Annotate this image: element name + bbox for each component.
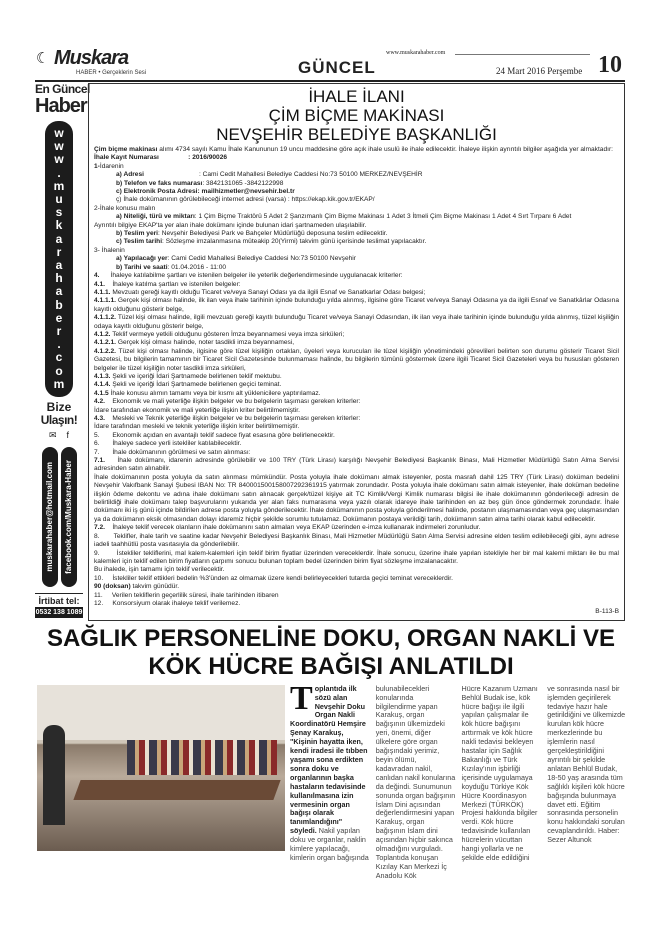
- paragraph-text: 3- İhalenin: [94, 246, 125, 254]
- notice-institution: NEVŞEHİR BELEDİYE BAŞKANLIĞI: [216, 125, 497, 144]
- article-column-4: ve sonrasında nasıl bir işlemden geçirilerek tedaviye hazır hale getirildiğini ve ülkemizde kurulan kök hücre merkezlerinde bu işlemlerin nasıl gerçekleştirildiğini ayrıntılı bir şekilde anlatan Behlül Budak, 18-50 yaş arasında tüm sağlıklı kişileri kök hücre bağışında bulunmaya davet etti. Eğitim sonrasında personelin konu hakkındaki sorulan cevaplandırıldı. Haber: Sezer Altunok: [547, 683, 626, 845]
- paragraph-text: Mesleki ve Teknik yeterliğe ilişkin belgeler ve bu belgelerin taşıması gereken kriterler:: [105, 415, 361, 422]
- paragraph-label: 4.2.: [94, 398, 105, 406]
- article-photo: [37, 685, 285, 851]
- url-letter: r: [56, 324, 62, 339]
- notice-paragraph: [94, 566, 619, 574]
- contact-title-2: Ulaşın!: [40, 413, 78, 428]
- logo-mascot-icon: ☾: [36, 50, 50, 67]
- sidebar-title-2: Haber: [35, 95, 87, 117]
- paragraph-label: b) Telefon ve faks numarası: [116, 179, 203, 187]
- paragraph-label: 4.1.1.2.: [94, 314, 116, 322]
- notice-paragraph: [94, 592, 619, 600]
- notice-paragraph: [94, 533, 619, 550]
- drop-cap: T: [290, 679, 313, 717]
- paragraph-text: Gerçek kişi olması halinde, ilk ilan veya ihale tarihinin içinde bulunduğu yılda alınmış, ilgisine göre Ticaret ve/veya Sanayi Odasına ya da ilgili Esnaf ve Sanatkârlar Odasına kayıtlı olduğunu gösterir belge,: [94, 297, 621, 313]
- notice-paragraph: [94, 163, 619, 171]
- tender-notice: [88, 83, 625, 621]
- header-divider: [455, 54, 590, 55]
- notice-paragraph: [94, 390, 619, 398]
- url-letter: a: [55, 231, 63, 246]
- paragraph-text: Tüzel kişi olması halinde, ilgisine göre tüzel kişiliğin ortakları, üyeleri veya kurucuları ile tüzel kişiliğin yönetimindeki görevlileri belirten son durumu gösterir Ticaret Sicil Gazetesi, bu bilgilerin tamamının bir Ticaret Sicil Gazetesinde bulunmaması halinde, bu bilgilerin tümünü göstermek üzere ilgili Ticaret Sicil Gazeteleri veya bu hususları gösteren belgeler ile tüzel kişiliğin noter tasdikli imza sirküleri,: [94, 347, 621, 372]
- notice-paragraph: [94, 449, 619, 457]
- url-letter: w: [54, 152, 64, 167]
- paragraph-label: 4.3.: [94, 415, 105, 422]
- paragraph-text: alımı 4734 sayılı Kamu İhale Kanununun 19 uncu maddesine göre açık ihale usulü ile ihale edilecektir. İhaleye ilişkin ayrıntılı bilgiler aşağıda yer almaktadır:: [157, 146, 613, 153]
- paragraph-text: Şekli ve içeriği İdari Şartnamede belirlenen teklif mektubu.: [110, 372, 282, 380]
- notice-paragraph: [94, 289, 619, 297]
- notice-paragraph: [94, 398, 619, 406]
- paragraph-text: İdarenin: [99, 162, 124, 170]
- url-letter: a: [55, 284, 63, 299]
- url-letter: m: [53, 178, 65, 193]
- mail-icon: ✉: [48, 430, 57, 441]
- issue-date: 24 Mart 2016 Perşembe: [496, 66, 583, 76]
- paragraph-text: İhaleye katılabilme şartları ve istenilen belgeler ile yeterlik değerlendirmesinde uygulanacak kriterler:: [99, 272, 403, 280]
- paragraph-text: : Cami Cedid Mahallesi Belediye Caddesi No:73 50100 Nevşehir: [167, 255, 356, 263]
- paragraph-text: İhale dokümanı, idarenin adresinde görülebilir ve 100 TRY (Türk Lirası) karşılığı Nevşehir Belediyesi Başkanlık Binası, Mali Hizmetler Müdürlüğü Satın Alma Servisi adresinden satın alınabilir.: [94, 457, 621, 473]
- notice-paragraph: [94, 238, 619, 246]
- notice-paragraph: [94, 432, 619, 440]
- paragraph-text: ç) İhale dokümanının görülebileceği internet adresi (varsa) : https://ekap.kik.gov.tr/EKAP/: [116, 196, 375, 204]
- notice-paragraph: [94, 600, 619, 608]
- notice-paragraph: [94, 474, 619, 524]
- url-letter: h: [55, 271, 63, 286]
- paragraph-text: Gerçek kişi olması halinde, noter tasdikli imza beyannamesi,: [116, 339, 295, 347]
- paragraph-text: 7. İhale dokümanının görülmesi ve satın alınması:: [94, 448, 251, 456]
- notice-paragraph: [94, 272, 619, 280]
- notice-paragraph: [94, 213, 619, 221]
- paragraph-label: c) Teslim tarihi: [116, 238, 163, 246]
- page-number: 10: [598, 52, 622, 78]
- paragraph-text: : 1 Çim Biçme Traktörü 5 Adet 2 Şanzımanlı Çim Biçme Makinası 1 Adet 3 İtmeli Çim Biçme Makinası 1 Adet 4 Sırt Tırpanı 6 Adet: [194, 213, 572, 221]
- paragraph-text: 9. İstekliler tekliflerini, mal kalem-kalemleri için teklif birim fiyatlar üzerinden vereceklerdir. İhale sonucu, üzerine ihale yapılan istekliyle her bir mal kalemi miktarı ile bu mal kalemleri için teklif edilen birim fiyatların çarpımı sonucu bulunan toplam bedel üzerinden birim fiyat sözleşme imzalanacaktır.: [94, 549, 621, 565]
- url-letter: u: [55, 192, 63, 207]
- notice-paragraph: [94, 575, 619, 583]
- paragraph-label: Çim biçme makinası: [94, 146, 158, 153]
- paragraph-text: İhale dokümanının posta yoluyla da satın alınması mümkündür. Posta yoluyla ihale dokümanı almak isteyenler, posta masrafı dahil 125 TRY (Türk Lirası) doküman bedelini Nevşehir Vakıfbank Sanayi Şubesi IBAN No: TR 840001500158007292361915 yatırmak zorundadır. Posta yoluyla ihale dokümanı satın almak isteyenler, ihale doküman bedeline ilişkin ödeme dekontu ve adına ihale dokümanı satın alınacak gerçek/tüzel kişiye ait TC Kimlik/Vergi Kimlik numarası bilgisi ile ihale dokümanının gönderileceği adresin de belirtildiği ihale dokümanı talep başvurularını yukarıda yer alan faks numarasına veya yazılı olarak idareye ihale tarihinden en az beş gün önce göndermek zorundadır. İhale dokümanı iki iş günü içinde bildirilen adrese posta yoluyla gönderilecektir. İhale dokümanının posta yoluyla gönderilmesi halinde, postanın ulaşmamasından veya geç ulaşmasından ya da dokümanın eksik olmasından dolayı idaremiz hiçbir şekilde sorumlu tutulamaz. Dokümanın postaya verildiği tarih, dokümanın satın alma tarihi olarak kabul edilecektir.: [94, 473, 621, 523]
- sidebar: [35, 82, 90, 618]
- site-url-vertical[interactable]: [45, 121, 73, 397]
- paragraph-text: Mevzuatı gereği kayıtlı olduğu Ticaret ve/veya Sanayi Odası ya da ilgili Esnaf ve Sanatkarlar Odası belgesi;: [110, 288, 426, 296]
- notice-paragraph: [94, 154, 619, 162]
- paragraph-text: 6. İhaleye sadece yerli istekliler katılabilecektir.: [94, 440, 242, 448]
- paragraph-text: İdare tarafından mesleki ve teknik yeterliğe ilişkin kriter belirtilmemiştir.: [94, 423, 300, 431]
- notice-paragraph: [94, 550, 619, 567]
- article-column-2: bulunabilecekleri konularında bilgilendirme yapan Karakuş, organ bağışının ülkemizdeki yeri, önemi, diğer ülkelere göre organ bağışındaki yerimiz, beyin ölümü, kadavradan nakil, canlıdan nakil konularına da değindi. Sunumunun sonunda organ bağışının İslam Dini açısından değerlendirmesini yapan Karakuş, organ bağışının İslam dini açısından hiçbir sakınca olmadığını vurguladı. Toplantıda konuşan Kızılay Kan Merkezi İç Anadolu Kök: [375, 683, 456, 880]
- notice-paragraph: [94, 583, 619, 591]
- notice-paragraph: [94, 440, 619, 448]
- notice-paragraph: [94, 222, 619, 230]
- paragraph-text: Ayrıntılı bilgiye EKAP'ta yer alan ihale dokümanı içinde bulunan idari şartnameden ulaşılabilir.: [94, 221, 367, 229]
- paragraph-text: takvim günüdür.: [130, 583, 180, 591]
- paragraph-label: 4.1.1.1.: [94, 297, 116, 305]
- notice-paragraph: [94, 230, 619, 238]
- paragraph-label: a) Niteliği, türü ve miktarı: [116, 213, 195, 221]
- notice-paragraph: [94, 348, 619, 373]
- paragraph-text: İdare tarafından ekonomik ve mali yeterliğe ilişkin kriter belirtilmemiştir.: [94, 406, 300, 414]
- site-url[interactable]: www.muskarahaber.com: [386, 50, 446, 56]
- paragraph-label: b) Tarihi ve saati: [116, 263, 168, 271]
- tel-label: İrtibat tel:: [35, 593, 83, 607]
- paragraph-text: Teklif vermeye yetkili olduğunu gösteren İmza beyannamesi veya imza sirküleri;: [110, 330, 345, 338]
- url-letter: w: [54, 126, 64, 140]
- paragraph-label: 4.1.5: [94, 389, 109, 397]
- paragraph-text: Bu ihalede, işin tamamı için teklif verilecektir.: [94, 566, 225, 574]
- contact-title-1: Bize: [46, 400, 72, 415]
- paragraph-label: b) Teslim yeri: [116, 230, 159, 238]
- muskara-logo[interactable]: [36, 48, 146, 78]
- paragraph-label: 7.2.: [94, 524, 105, 532]
- url-letter: .: [57, 337, 61, 352]
- notice-paragraph: [94, 196, 619, 204]
- paragraph-text: 8. Teklifler, ihale tarih ve saatine kadar Nevşehir Belediyesi Başkanlık Binası, Mali Hizmetler Müdürlüğü Satın Alma Servisi adresine elden teslim edilebileceği gibi, aynı adrese iadeli taahhütlü posta vasıtasıyla da gönderilebilir.: [94, 532, 621, 549]
- paragraph-label: İhale Kayıt Numarası : 2016/90026: [94, 154, 228, 162]
- article-lead: oplantıda ilk sözü alan Nevşehir Doku Organ Nakli Koordinatörü Hemşire Şenay Karakuş, "Kişinin hayatta iken, kendi iradesi ile tıbben yaşamı sona erdikten sonra doku ve organlarının başka hastaların tedavisinde kullanılmasına izin vermesinin organ bağışı olarak tanımlandığını" söyledi.: [290, 683, 368, 836]
- notice-paragraph: [94, 314, 619, 331]
- paragraph-label: 4.1.: [94, 280, 105, 288]
- article-text: Nakil yapılan doku ve organlar, naklin kimlere yapılacağı, kimlerin organ bağışında: [290, 826, 369, 862]
- paragraph-label: 4.1.2.: [94, 330, 111, 338]
- tel-number: 0532 138 1089: [35, 609, 83, 617]
- article-column-3: Hücre Kazanım Uzmanı Behlül Budak ise, kök hücre bağışı ile ilgili yapılan çalışmalar ile kök hücre bağışını arttırmak ve kök hücre nakli tedavisi bekleyen hastalar için Sağlık Bakanlığı ve Türk Kızılay'ının işbirliği içerisinde uygulamaya koyduğu Türkiye Kök Hücre Koordinasyon Merkezi (TÜRKÖK) Projesi hakkında bilgiler verdi. Kök hücre tedavisinde kullanılan hücrelerin vücuttan hangi yollarla ve ne şekilde elde edildiğini: [461, 683, 538, 862]
- section-name: GÜNCEL: [298, 58, 376, 77]
- article-headline: SAĞLIK PERSONELİNE DOKU, ORGAN NAKLİ VE KÖK HÜCRE BAĞIŞI ANLATILDI: [46, 624, 616, 680]
- url-letter: e: [55, 310, 63, 325]
- notice-paragraph: [94, 339, 619, 347]
- facebook-icon: f: [66, 430, 70, 441]
- notice-paragraph: [94, 407, 619, 415]
- email-text: muskarahaber@hotmail.com: [44, 462, 54, 572]
- notice-paragraph: [94, 281, 619, 289]
- notice-paragraph: [94, 297, 619, 314]
- paragraph-text: İhale konusu alımın tamamı veya bir kısmı alt yüklenicilere yaptırılamaz.: [108, 389, 321, 397]
- facebook-link[interactable]: [61, 447, 77, 587]
- paragraph-text: 11. Verilen tekliflerin geçerlilik süresi, ihale tarihinden itibaren: [94, 591, 279, 599]
- url-letter: m: [53, 376, 65, 391]
- logo-slogan: HABER • Gerçeklerin Sesi: [76, 70, 147, 76]
- paragraph-text: : 3842131065 -3842122998: [202, 179, 284, 187]
- url-letter: s: [55, 205, 63, 220]
- paragraph-text: Tüzel kişi olması halinde, ilgili mevzuatı gereği kayıtlı bulunduğu Ticaret ve/veya Sanayi Odasından, ilk ilan veya ihale tarihinin içinde bulunduğu yılda alınmış, tüzel kişiliğin odaya kayıtlı olduğunu gösterir belge,: [94, 314, 621, 330]
- notice-paragraph: [94, 247, 619, 255]
- notice-subtitle: ÇİM BİÇME MAKİNASI: [268, 106, 445, 125]
- paragraph-label: c) Elektronik Posta Adresi: mailhizmetler@nevsehir.bel.tr: [116, 188, 295, 196]
- url-letter: b: [55, 297, 63, 312]
- paragraph-text: İhaleye katılma şartları ve istenilen belgeler:: [105, 280, 241, 288]
- paragraph-text: 10. İstekliler teklif ettikleri bedelin %3'ünden az olmamak üzere kendi belirleyecekleri tutarda geçici teminat vereceklerdir.: [94, 574, 453, 582]
- paragraph-text: : Nevşehir Belediyesi Park ve Bahçeler Müdürlüğü deposuna teslim edilecektir.: [158, 230, 388, 238]
- email-link[interactable]: [42, 447, 58, 587]
- paragraph-text: : Cami Cedit Mahallesi Belediye Caddesi No:73 50100 MERKEZ/NEVŞEHİR: [143, 171, 423, 179]
- notice-ref: B-113-B: [595, 608, 619, 616]
- notice-paragraph: [94, 205, 619, 213]
- notice-paragraph: [94, 423, 619, 431]
- url-letter: r: [56, 244, 62, 259]
- notice-title: İHALE İLANI: [308, 87, 405, 106]
- header-rule: [35, 80, 625, 82]
- paragraph-label: 4.1.2.2.: [94, 347, 116, 355]
- article-body: [290, 679, 627, 881]
- notice-body: [94, 146, 619, 608]
- logo-text: Muskara: [54, 47, 129, 69]
- paragraph-text: 12. Konsorsiyum olarak ihaleye teklif verilemez.: [94, 599, 241, 607]
- paragraph-label: 4.1.3.: [94, 372, 111, 380]
- notice-paragraph: [94, 331, 619, 339]
- url-letter: o: [55, 363, 63, 378]
- paragraph-text: 5. Ekonomik açıdan en avantajlı teklif sadece fiyat esasına göre belirlenecektir.: [94, 431, 335, 439]
- paragraph-label: a) Yapılacağı yer: [116, 255, 168, 263]
- paragraph-label: 1-: [94, 162, 100, 170]
- url-letter: a: [55, 258, 63, 273]
- notice-paragraph: [94, 264, 619, 272]
- paragraph-text: 2-İhale konusu malın: [94, 204, 156, 212]
- paragraph-label: 4.: [94, 272, 100, 280]
- paragraph-label: 4.1.4.: [94, 381, 111, 389]
- paragraph-text: Şekli ve içeriği İdari Şartnamede belirlenen geçici teminat.: [110, 381, 282, 389]
- article-column-1: [290, 679, 370, 881]
- paragraph-label: 90 (doksan): [94, 583, 131, 591]
- paragraph-text: Ekonomik ve mali yeterliğe ilişkin belgeler ve bu belgelerin taşıması gereken kriterler:: [105, 398, 361, 406]
- notice-paragraph: [94, 457, 619, 474]
- article-section: [35, 625, 627, 881]
- url-letter: c: [55, 350, 63, 365]
- url-letter: k: [55, 218, 63, 233]
- url-letter: .: [57, 165, 61, 180]
- paragraph-label: a) Adresi: [116, 171, 144, 179]
- paragraph-label: 7.1.: [94, 457, 105, 465]
- paragraph-label: 4.1.1.: [94, 288, 111, 296]
- paragraph-label: 4.1.2.1.: [94, 339, 116, 347]
- notice-paragraph: [94, 171, 619, 179]
- notice-paragraph: [94, 381, 619, 389]
- paragraph-text: İhaleye teklif verecek olanların ihale dokümanını satın almaları veya EKAP üzerinden e-imza kullanarak indirmeleri zorunludur.: [105, 524, 481, 532]
- notice-paragraph: [94, 180, 619, 188]
- notice-paragraph: [94, 255, 619, 263]
- url-letter: w: [54, 139, 64, 154]
- sidebar-title-1: En Güncel: [35, 82, 90, 96]
- facebook-text: facebook.com/Muskara-Haber: [63, 460, 73, 574]
- paragraph-text: : Sözleşme imzalanmasına müteakip 20(Yirmi) takvim günü içerisinde teslimat yapılacaktır.: [162, 238, 427, 246]
- notice-paragraph: [94, 524, 619, 532]
- paragraph-text: : 01.04.2016 - 11:00: [167, 263, 227, 271]
